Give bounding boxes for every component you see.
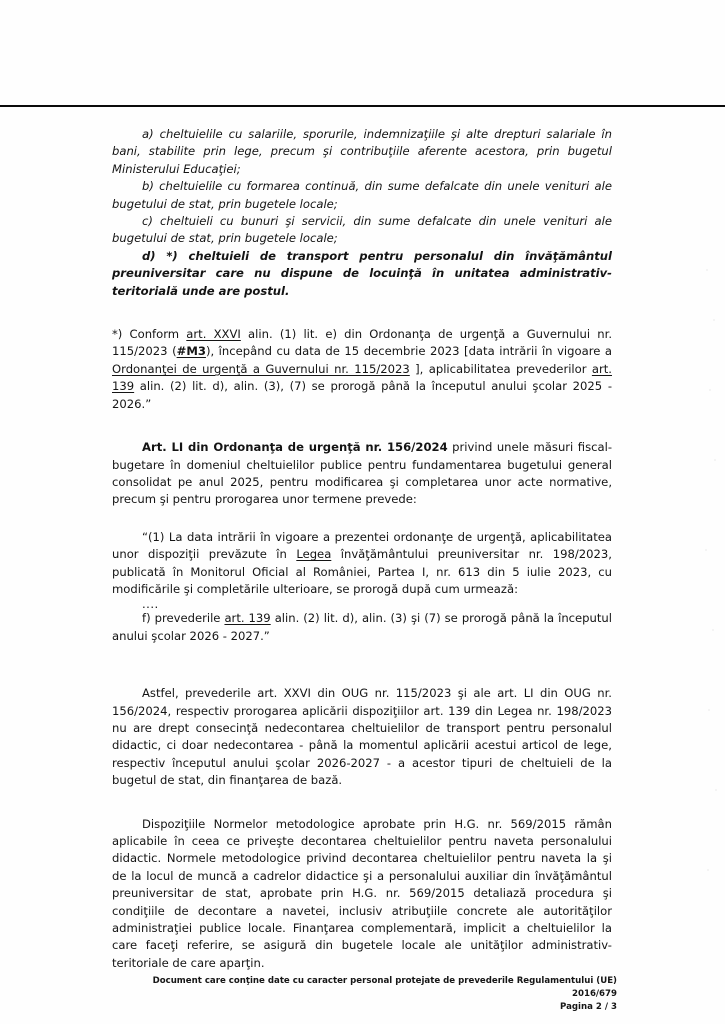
footer-confidentiality-notice: Document care conţine date cu caracter personal protejate de prevederile Regulamentului (UE) 2016/679 [152,976,617,999]
paragraph-letter-a: a) cheltuielile cu salariile, sporurile, indemnizaţiile şi alte drepturi salariale în bani, stabilite prin lege, precum şi contribuţiile aferente acestora, prin bugetul Ministerului Educaţiei; [112,127,612,176]
paragraph-astfel: Astfel, prevederile art. XXVI din OUG nr. 115/2023 şi ale art. LI din OUG nr. 156/2024, respectiv prorogarea aplicării dispoziţiilor art. 139 din Legea nr. 198/2023 nu are drept consecinţă nedecontarea cheltuielilor de transport pentru personalul didactic, ci doar nedecontarea - până la momentul aplicării acestui articol de lege, respectiv începutul anului şcolar 2026-2027 - a acestor tipuri de cheltuieli de la bugetul de stat, din finanţarea de bază. [112,686,612,788]
footnote-mid-3: ], aplicabilitatea prevederilor [409,361,592,376]
spacer [112,671,612,685]
spacer [112,790,612,816]
footnote-marker-m3[interactable]: #M3 [176,344,206,359]
quote-1-part-1: “(1) La data intrării în vigoare a prezentei ordonanţe de urgenţă, aplicabilitatea unor dispoziţii prevăzute în [112,529,612,562]
footnote-link-art-xxvi[interactable]: art. XXVI [186,327,241,342]
paragraph-letter-c: c) cheltuieli cu bunuri şi servicii, din sume defalcate din unele venituri ale bugetului de stat, prin bugetele locale; [112,214,612,246]
spacer [112,300,612,326]
footnote-suffix: alin. (2) lit. d), alin. (3), (7) se prorogă până la începutul anului şcolar 2025 - 2026.” [112,379,612,411]
paragraph-dispozitiile: Dispoziţiile Normelor metodologice aprobate prin H.G. nr. 569/2015 rămân aplicabile în ceea ce priveşte decontarea cheltuielilor pentru naveta personalului didactic. Normele metodologice privind decontarea cheltuielilor pentru naveta la şi de la locul de muncă a cadrelor didactice şi a personalului auxiliar din învăţământul preuniversitar de stat, aprobate prin H.G. nr. 569/2015 detaliază procedura şi condiţiile de decontare a navetei, inclusiv atribuţiile concrete ale autorităţilor administraţiei publice locale. Finanţarea complementară, implicit a cheltuielilor la care faceţi referire, se asigură din bugetele locale ale unităţilor administrativ-teritoriale de care aparţin. [112,816,612,970]
footnote-link-art-139[interactable]: art. 139 [112,361,612,394]
spacer [112,509,612,529]
paragraph-letter-d: d) *) cheltuieli de transport pentru personalul din învăţământul preuniversitar care nu dispune de locuinţă în unitatea administrativ-teritorială unde are postul. [112,248,612,298]
header-divider [0,105,725,107]
quote-f-part-1: f) prevederile [142,611,225,626]
scan-artifact-speckle [701,250,721,950]
footnote-link-oug-115[interactable]: Ordonanţei de urgenţă a Guvernului nr. 115/2023 [112,361,410,376]
footer-page-number: Pagina 2 / 3 [560,1002,617,1012]
art-li-text: privind unele măsuri fiscal-bugetare în domeniul cheltuielilor publice pentru fundamentarea bugetului general consolidat pe anul 2025, pentru modificarea şi completarea unor acte normative, precum şi pentru prorogarea unor termene prevede: [112,440,612,507]
paragraph-art-li [112,439,612,509]
ellipsis-line: .... [142,597,159,612]
quote-f-link-art-139[interactable]: art. 139 [224,611,271,626]
footnote-asterisk [112,326,612,413]
quote-1-part-2: învăţământului preuniversitar nr. 198/2023, publicată în Monitorul Oficial al României, Partea I, nr. 613 din 5 iulie 2023, cu modificările şi completările ulterioare, se prorogă după cum urmează: [112,547,612,596]
spacer [112,645,612,671]
quote-1-link-legea[interactable]: Legea [296,547,332,562]
art-li-heading: Art. LI din Ordonanţa de urgenţă nr. 156/2024 [142,440,448,455]
paragraph-quote-f [112,610,612,645]
paragraph-letter-b: b) cheltuielile cu formarea continuă, din sume defalcate din unele venituri ale bugetului de stat, prin bugetele locale; [112,179,612,211]
paragraph-quote-1 [112,529,612,599]
spacer [112,413,612,439]
footnote-prefix: *) Conform [112,327,187,342]
footnote-mid-1: alin. (1) lit. e) din Ordonanţa de urgenţă a Guvernului nr. 115/2023 ( [112,327,613,359]
quote-f-part-2: alin. (2) lit. d), alin. (3) şi (7) se prorogă până la începutul anului şcolar 2026 - 2027.” [112,611,612,643]
page-footer [112,975,617,1014]
footnote-mid-2: ), începând cu data de 15 decembrie 2023 [data intrării în vigoare a [205,344,612,359]
document-body [112,126,612,972]
